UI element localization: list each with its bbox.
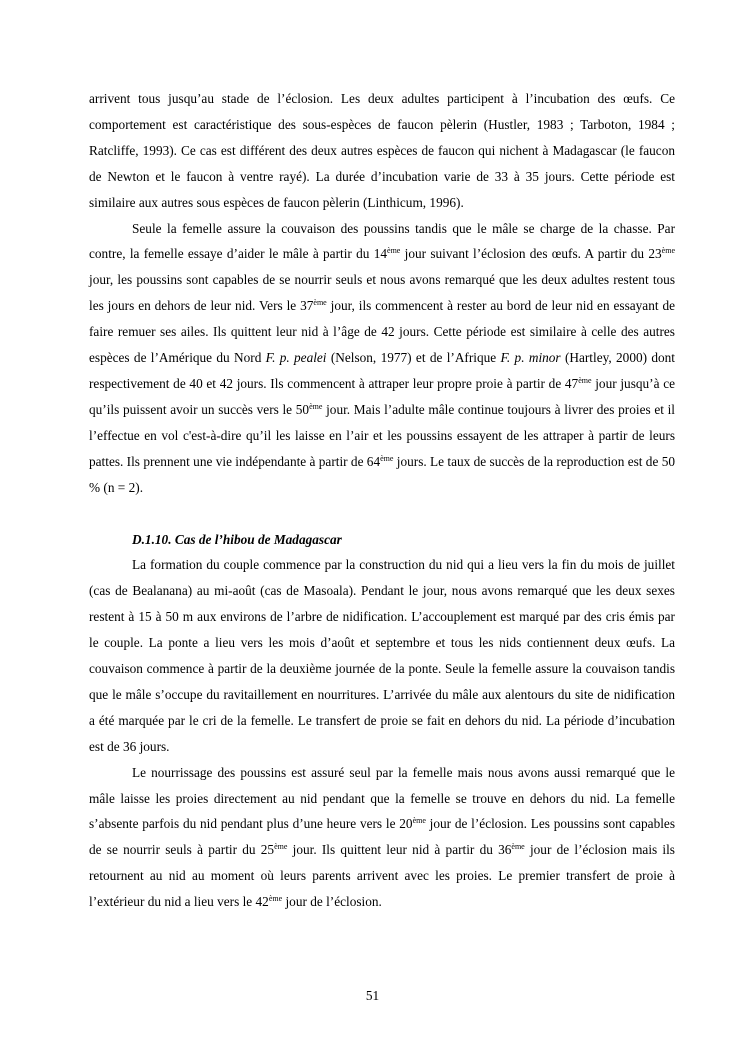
superscript: ème (268, 894, 283, 904)
superscript: ème (412, 816, 426, 826)
text-run: (Hartley, 2000) dont respectivement de 40 et 42 jours. Ils commencent à attraper leur propre proie à partir de 47 (89, 350, 676, 391)
text-run: Seule la femelle assure la couvaison des poussins tandis que le mâle se charge de la chasse. Par contre, la femelle essaye d’aider le mâle à partir du 14 (89, 220, 675, 262)
text-run: jour de l’éclosion mais ils retournent au nid au moment où leurs parents arrivent avec les proies. Le premier transfert de proie à l’extérieur du nid a lieu vers le 42 (89, 842, 675, 910)
paragraph-incubation (89, 86, 675, 216)
italic-taxon: F. p. minor (500, 350, 561, 366)
text-run: jours. Le taux de succès de la reproduction est de 50 % (n = 2). (89, 453, 675, 495)
section-heading: D.1.10. Cas de l’hibou de Madagascar (132, 531, 342, 547)
text-run: jour. Mais l’adulte mâle continue toujours à livrer des proies et il l’effectue en vol c'est-à-dire qu’il les laisse en l’air et les poussins essayent de les attraper à partir de leurs pattes. Ils prennent une vie indépendante à partir de 64 (89, 401, 676, 469)
text-run: jour jusqu’à ce qu’ils puissent avoir un succès vers le 50 (89, 375, 675, 417)
paragraph-couple-hibou (89, 552, 675, 759)
superscript: ème (380, 453, 394, 463)
paragraph-text: arrivent tous jusqu’au stade de l’éclosion. Les deux adultes participent à l’incubation des œufs. Ce comportement est caractéristique des sous-espèces de faucon pèlerin (Hustler, 1983 ; Tarboton, 1984 ; Ratcliffe, 1993). Ce cas est différent des deux autres espèces de faucon qui nichent à Madagascar (le faucon de Newton et le faucon à ventre rayé). La durée d’incubation varie de 33 à 35 jours. Cette période est similaire aux autres sous espèces de faucon pèlerin (Linthicum, 1996). (89, 91, 675, 210)
italic-taxon: F. p. pealei (265, 350, 327, 366)
superscript: ème (578, 375, 592, 385)
paragraph-nourrissage (89, 760, 675, 915)
text-run: (Nelson, 1977) et de l’Afrique (326, 350, 501, 366)
text-run: Le nourrissage des poussins est assuré seul par la femelle mais nous avons aussi remarqué que le mâle laisse les proies directement au nid pendant que la femelle se trouve en dehors du nid. La femelle s’absente parfois du nid pendant plus d’une heure vers le 20 (89, 764, 675, 832)
text-run: jour, les poussins sont capables de se nourrir seuls et nous avons remarqué que les deux adultes restent tous les jours en dehors de leur nid. Vers le 37 (89, 272, 675, 314)
superscript: ème (661, 246, 675, 256)
page-number: 51 (365, 988, 380, 1003)
text-run: jour de l’éclosion. (282, 894, 382, 910)
paragraph-poussins-faucon (89, 216, 675, 501)
superscript: ème (511, 842, 525, 852)
text-run: jour de l’éclosion. Les poussins sont capables de se nourrir seuls à partir du 25 (89, 816, 675, 858)
paragraph-text: La formation du couple commence par la construction du nid qui a lieu vers la fin du mois de juillet (cas de Bealanana) au mi-août (cas de Masoala). Pendant le jour, nous avons remarqué que les deux sexes restent à 15 à 50 m aux environs de l’arbre de nidification. L’accouplement est marqué par des cris émis par le couple. La ponte a lieu vers les mois d’août et septembre et tous les nids contiennent deux œufs. La couvaison commence à partir de la deuxième journée de la ponte. Seule la femelle assure la couvaison tandis que le mâle s’occupe du ravitaillement en nourritures. L’arrivée du mâle aux alentours du site de nidification a été marquée par le cri de la femelle. Le transfert de proie se fait en dehors du nid. La période d’incubation est de 36 jours. (89, 557, 675, 754)
superscript: ème (309, 401, 323, 411)
text-run: jour suivant l’éclosion des œufs. A partir du 23 (400, 246, 662, 262)
page-body (89, 86, 675, 915)
text-run: jour. Ils quittent leur nid à partir du 36 (287, 842, 512, 858)
superscript: ème (313, 298, 327, 308)
superscript: ème (274, 842, 288, 852)
spacer (89, 501, 675, 527)
text-run: jour, ils commencent à rester au bord de leur nid en essayant de faire remuer ses ailes. Ils quittent leur nid à l’âge de 42 jours. Cette période est similaire à celle des autres espèces de l’Amérique du Nord (89, 298, 676, 366)
superscript: ème (387, 246, 401, 256)
